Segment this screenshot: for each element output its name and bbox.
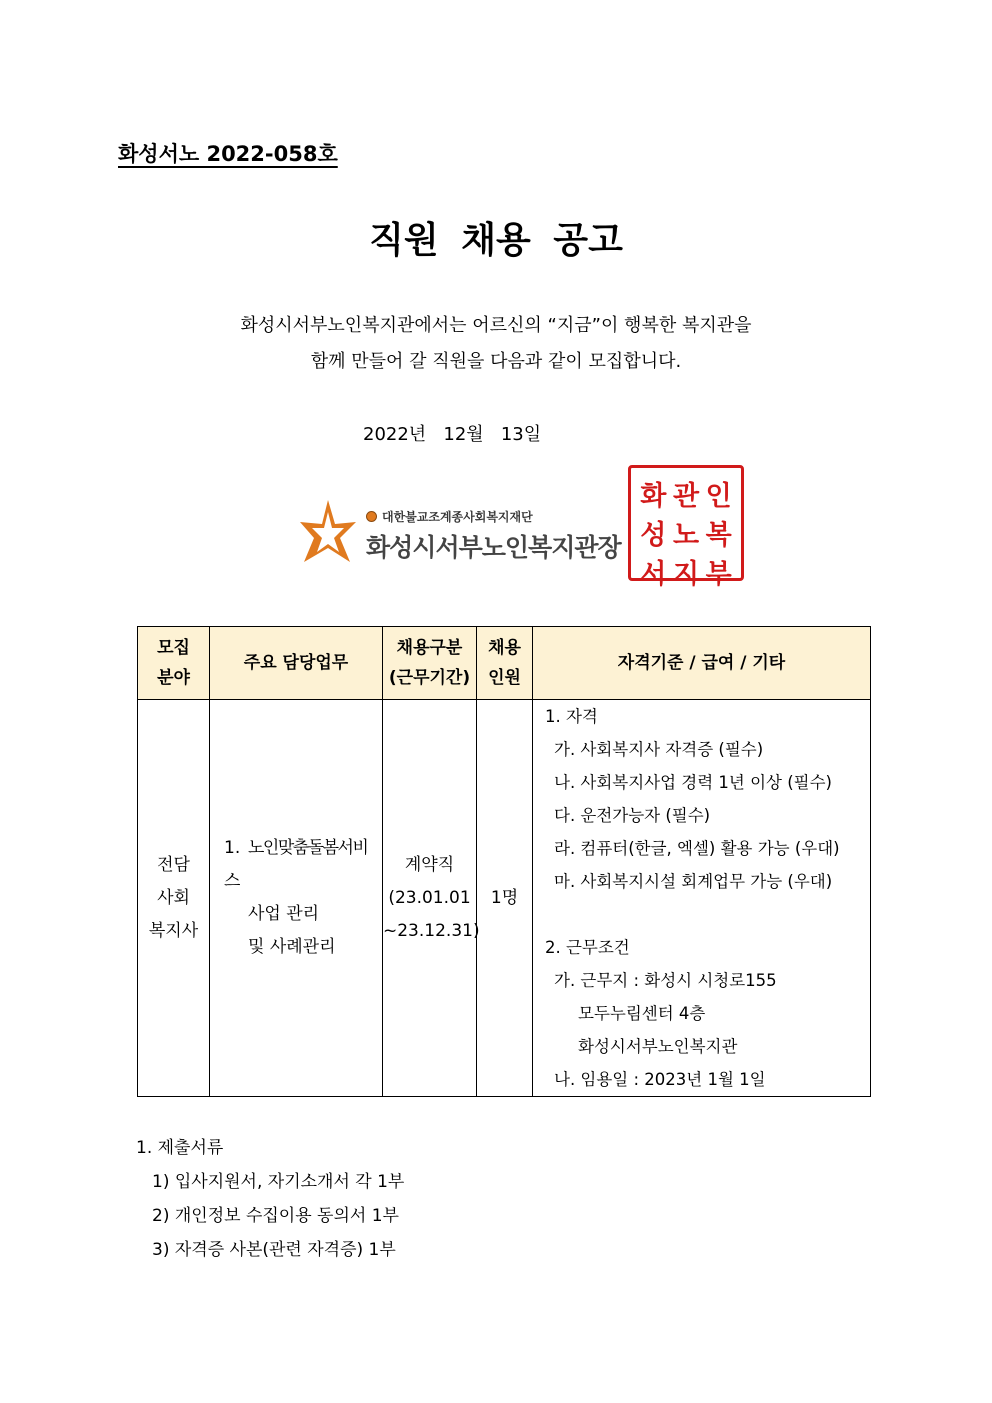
work-place-line: 모두누림센터 4층: [578, 1004, 706, 1023]
type-line: ~23.12.31): [383, 920, 480, 941]
qual-section-title: 1. 자격: [545, 707, 598, 726]
header-field: [138, 627, 210, 700]
seal-char: 지: [672, 559, 700, 590]
qual-item: 가. 사회복지사 자격증 (필수): [554, 740, 764, 759]
document-item: 1) 입사지원서, 자기소개서 각 1부: [152, 1172, 405, 1192]
qual-item: 마. 사회복지시설 회계업무 가능 (우대): [554, 872, 833, 891]
seal-char: 인: [705, 481, 732, 512]
field-line: 복지사: [148, 920, 199, 941]
cell-field: [138, 700, 210, 1097]
start-date: 나. 임용일 : 2023년 1월 1일: [554, 1070, 766, 1089]
documents-title: 1. 제출서류: [136, 1138, 224, 1158]
qual-item: 라. 컴퓨터(한글, 엑셀) 활용 가능 (우대): [554, 839, 840, 858]
seal-char: 관: [672, 481, 700, 512]
header-count: [477, 627, 533, 700]
document-item: 3) 자격증 사본(관련 자격증) 1부: [152, 1240, 396, 1260]
qual-item: 나. 사회복지사업 경력 1년 이상 (필수): [554, 773, 832, 792]
header-type: [383, 627, 477, 700]
page-title: 직원 채용 공고: [369, 220, 623, 261]
seal-char: 화: [640, 481, 667, 512]
header-field-line: 분야: [157, 668, 190, 688]
duty-line: 및 사례관리: [248, 937, 336, 957]
document-number: 화성서노 2022-058호: [118, 142, 338, 166]
foundation-label: 대한불교조계종사회복지재단: [382, 510, 533, 524]
duty-text: 노인맞춤돌봄서비스: [224, 838, 368, 891]
cell-duties: [210, 700, 383, 1097]
work-place: 가. 근무지 : 화성시 시청로155: [554, 971, 777, 990]
announcement-date: 2022년 12월 13일: [363, 424, 542, 445]
seal-char: 노: [672, 520, 700, 551]
seal-char: 복: [705, 520, 732, 551]
intro-line-2: 함께 만들어 갈 직원을 다음과 같이 모집합니다.: [310, 351, 682, 372]
qual-section-title: 2. 근무조건: [545, 938, 630, 957]
header-type-line: 채용구분: [396, 638, 463, 658]
official-seal-stamp: [628, 465, 744, 590]
required-documents: [136, 1131, 404, 1267]
dharma-wheel-icon: [366, 511, 377, 522]
cell-employment-type: [383, 700, 480, 1097]
seal-char: 부: [705, 559, 732, 590]
field-line: 사회: [157, 887, 190, 908]
qual-item: 다. 운전가능자 (필수): [554, 806, 711, 825]
table-row: [138, 700, 871, 1097]
duty-line: [224, 832, 382, 898]
recruitment-table: [137, 626, 871, 1097]
foundation-name: [366, 508, 533, 525]
table-header-row: [138, 627, 871, 700]
work-place-line: 화성시서부노인복지관: [578, 1037, 738, 1056]
header-field-line: 모집: [157, 638, 190, 658]
duty-number: 1.: [224, 838, 241, 858]
header-qualifications: 자격기준 / 급여 / 기타: [533, 627, 871, 700]
type-line: 계약직: [404, 854, 455, 875]
issuer-name: 화성시서부노인복지관장: [366, 533, 621, 562]
intro-line-1: 화성시서부노인복지관에서는 어르신의 “지금”이 행복한 복지관을: [240, 315, 752, 336]
seal-char: 성: [640, 520, 667, 551]
cell-headcount: 1명: [477, 700, 533, 1097]
document-item: 2) 개인정보 수집이용 동의서 1부: [152, 1206, 399, 1226]
field-line: 전담: [157, 854, 190, 875]
header-duties: 주요 담당업무: [210, 627, 383, 700]
star-logo-icon: [298, 498, 358, 566]
duty-line: 사업 관리: [248, 904, 320, 924]
cell-qualifications: [533, 700, 871, 1097]
issuer-logo: [298, 498, 628, 566]
type-line: (23.01.01: [388, 887, 471, 908]
intro-text: [0, 308, 992, 380]
seal-char: 서: [640, 559, 667, 590]
header-count-line: 채용: [488, 638, 521, 658]
header-type-line: (근무기간): [388, 668, 471, 688]
header-count-line: 인원: [488, 668, 521, 688]
